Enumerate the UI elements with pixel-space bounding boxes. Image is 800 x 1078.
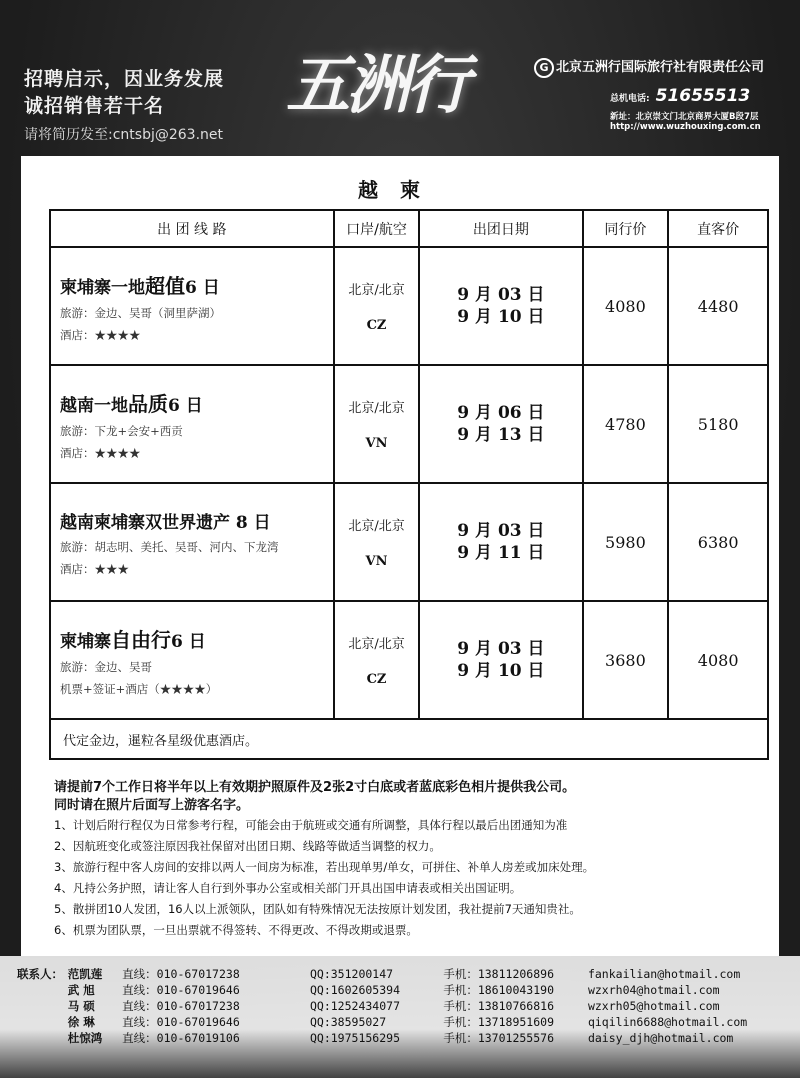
route-date: 9 月 03 日 xyxy=(457,639,545,659)
brand-logo xyxy=(282,26,522,144)
note-item: 6、机票为团队票，一旦出票就不得签转、不得更改、不得改期或退票。 xyxy=(54,923,418,937)
col-peer-price: 同行价 xyxy=(583,210,669,247)
contacts-label: 联系人： xyxy=(17,967,63,981)
table-note-row xyxy=(50,719,768,759)
table-note: 代定金边，暹粒各星级优惠酒店。 xyxy=(50,719,768,759)
route-port: 北京/北京 xyxy=(348,283,405,298)
logo-text: 五洲行 xyxy=(286,48,466,123)
route-hotel: 酒店：★★★★ xyxy=(60,445,141,460)
route-name: 越南一地品质6 日 xyxy=(60,391,203,416)
col-route: 出 团 线 路 xyxy=(50,210,334,247)
content-panel xyxy=(21,156,779,956)
notes-section xyxy=(54,779,774,941)
route-retail-price: 4080 xyxy=(668,601,768,719)
contacts-list xyxy=(17,966,757,1046)
route-retail-price: 5180 xyxy=(668,365,768,483)
route-hotel: 酒店：★★★ xyxy=(60,561,129,576)
table-row xyxy=(50,483,768,601)
contact-email[interactable]: qiqilin6688@hotmail.com xyxy=(587,1015,748,1029)
notes-lead-2: 同时请在照片后面写上游客名字。 xyxy=(54,798,250,813)
recruit-line-2: 诚招销售若干名 xyxy=(24,95,165,117)
contact-email[interactable]: wzxrh04@hotmail.com xyxy=(587,983,720,997)
recruit-email: 请将简历发至:cntsbj@263.net xyxy=(24,127,223,143)
route-hotel: 酒店：★★★★ xyxy=(60,327,141,342)
route-retail-price: 6380 xyxy=(668,483,768,601)
route-retail-price: 4480 xyxy=(668,247,768,365)
route-date: 9 月 10 日 xyxy=(457,661,545,681)
table-row xyxy=(50,365,768,483)
contact-row: 联系人： 范凯莲 直线：010-67017238 QQ:351200147 手机：13811206896 fankailian@hotmail.com xyxy=(17,966,757,982)
contact-email[interactable]: wzxrh05@hotmail.com xyxy=(587,999,720,1013)
route-date: 9 月 11 日 xyxy=(457,543,545,563)
routes-table xyxy=(49,209,769,760)
company-address: 新址：北京崇文门北京商界大厦B段7层 xyxy=(610,112,759,122)
route-date: 9 月 10 日 xyxy=(457,307,545,327)
col-retail-price: 直客价 xyxy=(668,210,768,247)
table-row xyxy=(50,601,768,719)
route-airline: CZ xyxy=(366,318,387,333)
route-port: 北京/北京 xyxy=(348,519,405,534)
note-item: 4、凡持公务护照，请让客人自行到外事办公室或相关部门开具出国申请表或相关出国证明。 xyxy=(54,881,522,895)
route-tour: 旅游：胡志明、美托、吴哥、河内、下龙湾 xyxy=(60,539,279,554)
contact-row: 杜惊鸿 直线：010-67019106 QQ:1975156295 手机：13701255576 daisy_djh@hotmail.com xyxy=(17,1030,757,1046)
contact-row: 徐 琳 直线：010-67019646 QQ:38595027 手机：13718951609 qiqilin6688@hotmail.com xyxy=(17,1014,757,1030)
note-item: 2、因航班变化或签注原因我社保留对出团日期、线路等做适当调整的权力。 xyxy=(54,839,441,853)
hotline-number: 51655513 xyxy=(655,86,751,106)
contact-email[interactable]: fankailian@hotmail.com xyxy=(587,967,741,981)
col-port: 口岸/航空 xyxy=(334,210,420,247)
route-hotel: 机票+签证+酒店（★★★★） xyxy=(60,681,218,696)
route-date: 9 月 06 日 xyxy=(457,403,545,423)
company-name: 北京五洲行国际旅行社有限责任公司 xyxy=(556,60,765,75)
route-date: 9 月 03 日 xyxy=(457,521,545,541)
route-tour: 旅游：金边、吴哥 xyxy=(60,659,152,674)
route-peer-price: 4780 xyxy=(583,365,669,483)
route-date: 9 月 13 日 xyxy=(457,425,545,445)
route-port: 北京/北京 xyxy=(348,637,405,652)
note-item: 3、旅游行程中客人房间的安排以两人一间房为标准，若出现单男/单女，可拼住、补单人房差或加床处理。 xyxy=(54,860,595,874)
contact-row: 马 硕 直线：010-67017238 QQ:1252434077 手机：13810766816 wzxrh05@hotmail.com xyxy=(17,998,757,1014)
route-tour: 旅游：金边、吴哥（洞里萨湖） xyxy=(60,305,221,320)
contact-email[interactable]: daisy_djh@hotmail.com xyxy=(587,1031,734,1045)
recruit-line-1: 招聘启示，因业务发展 xyxy=(24,68,225,90)
company-url[interactable]: http://www.wuzhouxing.com.cn xyxy=(610,122,761,132)
route-port: 北京/北京 xyxy=(348,401,405,416)
company-info xyxy=(534,56,764,132)
route-peer-price: 3680 xyxy=(583,601,669,719)
col-date: 出团日期 xyxy=(419,210,582,247)
recruit-notice xyxy=(24,66,224,144)
route-airline: VN xyxy=(365,554,388,569)
hotline-label: 总机电话: xyxy=(610,94,650,104)
page-title: 越柬 xyxy=(358,178,442,202)
route-peer-price: 4080 xyxy=(583,247,669,365)
route-peer-price: 5980 xyxy=(583,483,669,601)
table-header xyxy=(50,210,768,247)
route-tour: 旅游：下龙+会安+西贡 xyxy=(60,423,183,438)
route-airline: CZ xyxy=(366,672,387,687)
company-g-icon: G xyxy=(534,58,554,78)
notes-lead-1: 请提前7个工作日将半年以上有效期护照原件及2张2寸白底或者蓝底彩色相片提供我公司。 xyxy=(54,780,576,795)
note-item: 5、散拼团10人发团，16人以上派领队，团队如有特殊情况无法按原计划发团，我社提前7天通知贵社。 xyxy=(54,902,581,916)
route-name: 柬埔寨自由行6 日 xyxy=(60,627,206,652)
route-name: 柬埔寨一地超值6 日 xyxy=(60,273,220,298)
contact-row: 武 旭 直线：010-67019646 QQ:1602605394 手机：18610043190 wzxrh04@hotmail.com xyxy=(17,982,757,998)
note-item: 1、计划后附行程仅为日常参考行程，可能会由于航班或交通有所调整，具体行程以最后出团通知为准 xyxy=(54,818,568,832)
route-name: 越南柬埔寨双世界遗产 8 日 xyxy=(60,512,271,533)
table-row xyxy=(50,247,768,365)
route-airline: VN xyxy=(365,436,388,451)
route-date: 9 月 03 日 xyxy=(457,285,545,305)
